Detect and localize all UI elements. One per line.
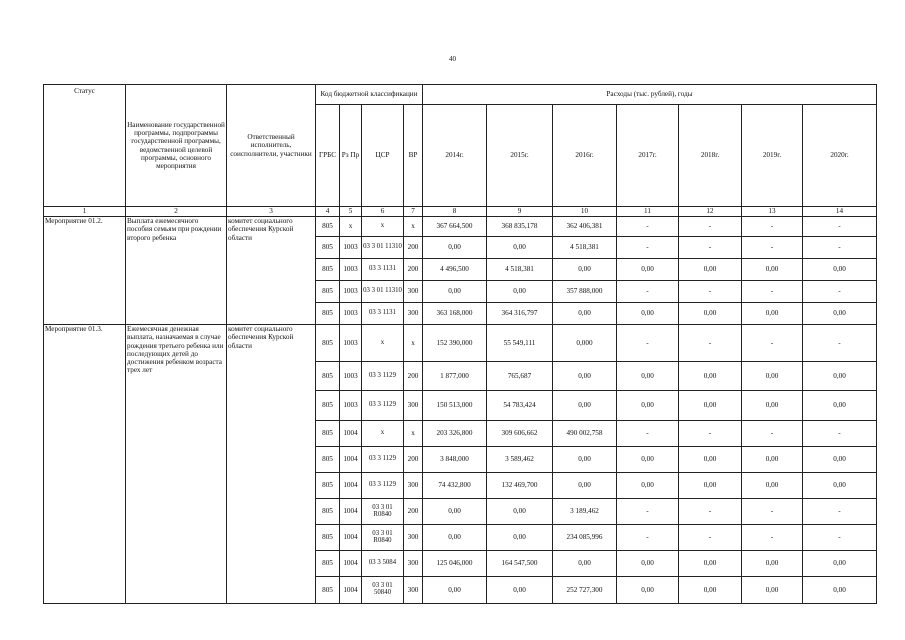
cell-expense: - xyxy=(742,325,803,362)
cell-grbs: 805 xyxy=(316,237,340,259)
cell-grbs: 805 xyxy=(316,447,340,473)
cell-expense: 4 518,381 xyxy=(487,259,553,281)
cell-expense: 362 406,381 xyxy=(553,217,617,237)
cell-csr: 03 3 01 11310 xyxy=(362,281,404,303)
cell-rzpr: 1004 xyxy=(340,525,362,551)
cell-expense: 3 848,000 xyxy=(423,447,487,473)
header-year: 2019г. xyxy=(742,105,803,207)
column-number: 3 xyxy=(227,207,316,217)
table-row xyxy=(44,325,877,362)
cell-expense: 0,00 xyxy=(553,259,617,281)
cell-expense: - xyxy=(742,217,803,237)
cell-rzpr: 1004 xyxy=(340,473,362,499)
cell-expense: - xyxy=(679,217,742,237)
cell-expense: - xyxy=(679,281,742,303)
cell-grbs: 805 xyxy=(316,499,340,525)
column-number: 4 xyxy=(316,207,340,217)
header-csr: ЦСР xyxy=(362,105,404,207)
group-responsible: комитет социального обеспечения Курской области xyxy=(227,325,316,604)
cell-expense: 0,00 xyxy=(742,447,803,473)
cell-expense: 364 316,797 xyxy=(487,303,553,325)
header-name: Наименование государственной программы, подпрограммы государственной программы, ведомственной целевой программы, основного мероприятия xyxy=(126,85,227,207)
cell-expense: - xyxy=(742,499,803,525)
cell-rzpr: 1004 xyxy=(340,447,362,473)
cell-expense: - xyxy=(803,217,877,237)
cell-expense: 0,00 xyxy=(423,237,487,259)
group-name: Ежемесячная денежная выплата, назначаемая в случае рождения третьего ребенка или последующих детей до достижения ребенком возраста трех лет xyxy=(126,325,227,604)
cell-expense: 0,00 xyxy=(742,473,803,499)
cell-vr: 200 xyxy=(404,259,423,281)
header-vr: ВР xyxy=(404,105,423,207)
header-year: 2018г. xyxy=(679,105,742,207)
column-number: 8 xyxy=(423,207,487,217)
cell-rzpr: 1003 xyxy=(340,237,362,259)
cell-expense: 4 518,381 xyxy=(553,237,617,259)
column-number: 6 xyxy=(362,207,404,217)
cell-expense: 0,00 xyxy=(487,577,553,604)
header-expenses: Расходы (тыс. рублей), годы xyxy=(423,85,877,105)
cell-expense: 125 046,000 xyxy=(423,551,487,577)
cell-expense: - xyxy=(617,499,679,525)
cell-expense: 0,00 xyxy=(679,473,742,499)
cell-expense: - xyxy=(803,237,877,259)
cell-expense: - xyxy=(617,421,679,447)
cell-vr: 300 xyxy=(404,281,423,303)
cell-expense: - xyxy=(803,325,877,362)
header-responsible: Ответственный исполнитель, соисполнители, участники xyxy=(227,85,316,207)
cell-expense: 0,00 xyxy=(742,551,803,577)
cell-expense: 0,00 xyxy=(679,362,742,391)
cell-vr: 200 xyxy=(404,499,423,525)
cell-expense: 0,00 xyxy=(553,447,617,473)
cell-expense: 0,00 xyxy=(803,303,877,325)
cell-grbs: 805 xyxy=(316,525,340,551)
group-status: Мероприятие 01.3. xyxy=(44,325,126,604)
cell-expense: 0,00 xyxy=(803,447,877,473)
table-row xyxy=(44,217,877,237)
header-budget-code: Код бюджетной классификации xyxy=(316,85,423,105)
cell-expense: 152 390,000 xyxy=(423,325,487,362)
cell-csr: 03 3 01 R0840 xyxy=(362,499,404,525)
cell-expense: - xyxy=(617,325,679,362)
cell-expense: 0,00 xyxy=(617,362,679,391)
cell-expense: - xyxy=(742,237,803,259)
cell-expense: - xyxy=(803,281,877,303)
cell-rzpr: 1004 xyxy=(340,551,362,577)
cell-expense: 3 189,462 xyxy=(553,499,617,525)
header-grbs: ГРБС xyxy=(316,105,340,207)
header-year: 2014г. xyxy=(423,105,487,207)
cell-expense: 0,00 xyxy=(617,391,679,421)
cell-expense: - xyxy=(803,421,877,447)
cell-expense: 367 664,500 xyxy=(423,217,487,237)
cell-vr: 200 xyxy=(404,362,423,391)
cell-expense: - xyxy=(617,281,679,303)
column-number: 9 xyxy=(487,207,553,217)
cell-expense: 0,00 xyxy=(803,391,877,421)
cell-vr: 300 xyxy=(404,525,423,551)
cell-rzpr: 1003 xyxy=(340,391,362,421)
cell-expense: 357 888,000 xyxy=(553,281,617,303)
cell-vr: 200 xyxy=(404,447,423,473)
budget-table xyxy=(43,84,877,604)
header-year: 2020г. xyxy=(803,105,877,207)
cell-expense: 0,00 xyxy=(803,473,877,499)
group-name: Выплата ежемесячного пособия семьям при рождении второго ребенка xyxy=(126,217,227,325)
cell-expense: 0,00 xyxy=(742,303,803,325)
cell-csr: 03 3 01 11310 xyxy=(362,237,404,259)
cell-expense: - xyxy=(617,217,679,237)
cell-csr: 03 3 1129 xyxy=(362,447,404,473)
cell-expense: 74 432,800 xyxy=(423,473,487,499)
cell-expense: 0,00 xyxy=(553,473,617,499)
cell-csr: 03 3 1129 xyxy=(362,473,404,499)
cell-expense: - xyxy=(617,237,679,259)
cell-grbs: 805 xyxy=(316,259,340,281)
cell-grbs: 805 xyxy=(316,325,340,362)
cell-rzpr: 1004 xyxy=(340,421,362,447)
cell-expense: 0,00 xyxy=(679,447,742,473)
cell-expense: 0,00 xyxy=(553,303,617,325)
cell-expense: 0,00 xyxy=(742,391,803,421)
cell-rzpr: 1003 xyxy=(340,325,362,362)
cell-expense: 0,00 xyxy=(617,303,679,325)
cell-expense: 0,00 xyxy=(803,362,877,391)
cell-expense: 234 085,996 xyxy=(553,525,617,551)
cell-vr: 300 xyxy=(404,391,423,421)
cell-expense: 0,00 xyxy=(487,525,553,551)
cell-csr: х xyxy=(362,421,404,447)
cell-expense: 132 469,700 xyxy=(487,473,553,499)
cell-expense: 0,00 xyxy=(679,259,742,281)
cell-rzpr: 1003 xyxy=(340,303,362,325)
cell-expense: 0,00 xyxy=(803,577,877,604)
cell-expense: 203 326,800 xyxy=(423,421,487,447)
cell-expense: 54 783,424 xyxy=(487,391,553,421)
cell-vr: 200 xyxy=(404,237,423,259)
cell-expense: 0,00 xyxy=(423,577,487,604)
cell-vr: 300 xyxy=(404,577,423,604)
cell-expense: 0,00 xyxy=(553,362,617,391)
cell-expense: 0,00 xyxy=(487,499,553,525)
header-rzpr: Рз Пр xyxy=(340,105,362,207)
cell-expense: 1 877,000 xyxy=(423,362,487,391)
cell-expense: 0,00 xyxy=(487,237,553,259)
cell-expense: 0,00 xyxy=(742,577,803,604)
group-status: Мероприятие 01.2. xyxy=(44,217,126,325)
column-number: 2 xyxy=(126,207,227,217)
cell-expense: 0,00 xyxy=(679,303,742,325)
cell-expense: 0,00 xyxy=(423,525,487,551)
cell-csr: 03 3 1129 xyxy=(362,362,404,391)
column-number: 1 xyxy=(44,207,126,217)
cell-csr: 03 3 01 50840 xyxy=(362,577,404,604)
cell-expense: 0,00 xyxy=(679,551,742,577)
cell-expense: 0,00 xyxy=(617,473,679,499)
cell-expense: - xyxy=(679,499,742,525)
cell-grbs: 805 xyxy=(316,421,340,447)
cell-expense: - xyxy=(803,499,877,525)
cell-expense: 0,00 xyxy=(803,259,877,281)
cell-expense: 0,00 xyxy=(803,551,877,577)
cell-rzpr: 1004 xyxy=(340,577,362,604)
cell-rzpr: 1003 xyxy=(340,362,362,391)
cell-expense: 490 002,758 xyxy=(553,421,617,447)
cell-expense: 0,000 xyxy=(553,325,617,362)
cell-vr: 300 xyxy=(404,551,423,577)
cell-expense: 0,00 xyxy=(423,281,487,303)
cell-expense: - xyxy=(617,525,679,551)
cell-expense: 0,00 xyxy=(742,362,803,391)
cell-expense: - xyxy=(679,525,742,551)
header-year: 2016г. xyxy=(553,105,617,207)
cell-expense: - xyxy=(742,525,803,551)
cell-expense: - xyxy=(679,325,742,362)
header-year: 2015г. xyxy=(487,105,553,207)
cell-grbs: 805 xyxy=(316,391,340,421)
column-number: 11 xyxy=(617,207,679,217)
cell-expense: 765,687 xyxy=(487,362,553,391)
cell-expense: - xyxy=(742,281,803,303)
cell-csr: 03 3 1131 xyxy=(362,303,404,325)
column-number: 13 xyxy=(742,207,803,217)
cell-expense: 0,00 xyxy=(553,551,617,577)
cell-expense: 309 606,662 xyxy=(487,421,553,447)
cell-rzpr: 1003 xyxy=(340,259,362,281)
cell-expense: 0,00 xyxy=(679,577,742,604)
cell-expense: 3 589,462 xyxy=(487,447,553,473)
cell-expense: 368 835,178 xyxy=(487,217,553,237)
column-number: 10 xyxy=(553,207,617,217)
cell-expense: 4 496,500 xyxy=(423,259,487,281)
cell-expense: 164 547,500 xyxy=(487,551,553,577)
cell-csr: 03 3 1131 xyxy=(362,259,404,281)
cell-expense: - xyxy=(803,525,877,551)
cell-expense: 0,00 xyxy=(617,259,679,281)
cell-grbs: 805 xyxy=(316,217,340,237)
cell-expense: 0,00 xyxy=(617,551,679,577)
group-responsible: комитет социального обеспечения Курской области xyxy=(227,217,316,325)
cell-grbs: 805 xyxy=(316,577,340,604)
cell-csr: 03 3 1129 xyxy=(362,391,404,421)
cell-vr: х xyxy=(404,421,423,447)
column-number: 12 xyxy=(679,207,742,217)
cell-grbs: 805 xyxy=(316,281,340,303)
header-status: Статус xyxy=(44,85,126,207)
cell-expense: 0,00 xyxy=(679,391,742,421)
cell-csr: 03 3 01 R0840 xyxy=(362,525,404,551)
cell-vr: 300 xyxy=(404,473,423,499)
cell-vr: 300 xyxy=(404,303,423,325)
cell-grbs: 805 xyxy=(316,551,340,577)
cell-csr: х xyxy=(362,217,404,237)
cell-expense: 0,00 xyxy=(487,281,553,303)
cell-expense: - xyxy=(679,421,742,447)
cell-expense: 0,00 xyxy=(617,577,679,604)
page-number: 40 xyxy=(449,55,456,63)
cell-rzpr: х xyxy=(340,217,362,237)
cell-expense: 55 549,111 xyxy=(487,325,553,362)
cell-expense: - xyxy=(679,237,742,259)
column-number-row xyxy=(44,207,877,217)
cell-rzpr: 1004 xyxy=(340,499,362,525)
cell-grbs: 805 xyxy=(316,473,340,499)
cell-expense: 363 168,000 xyxy=(423,303,487,325)
column-number: 7 xyxy=(404,207,423,217)
cell-expense: 0,00 xyxy=(553,391,617,421)
cell-expense: 0,00 xyxy=(742,259,803,281)
cell-expense: 252 727,300 xyxy=(553,577,617,604)
cell-expense: 0,00 xyxy=(617,447,679,473)
cell-expense: - xyxy=(742,421,803,447)
cell-csr: х xyxy=(362,325,404,362)
cell-expense: 0,00 xyxy=(423,499,487,525)
column-number: 14 xyxy=(803,207,877,217)
cell-grbs: 805 xyxy=(316,362,340,391)
header-year: 2017г. xyxy=(617,105,679,207)
cell-rzpr: 1003 xyxy=(340,281,362,303)
cell-csr: 03 3 5084 xyxy=(362,551,404,577)
cell-vr: х xyxy=(404,217,423,237)
cell-expense: 150 513,000 xyxy=(423,391,487,421)
cell-grbs: 805 xyxy=(316,303,340,325)
cell-vr: х xyxy=(404,325,423,362)
column-number: 5 xyxy=(340,207,362,217)
